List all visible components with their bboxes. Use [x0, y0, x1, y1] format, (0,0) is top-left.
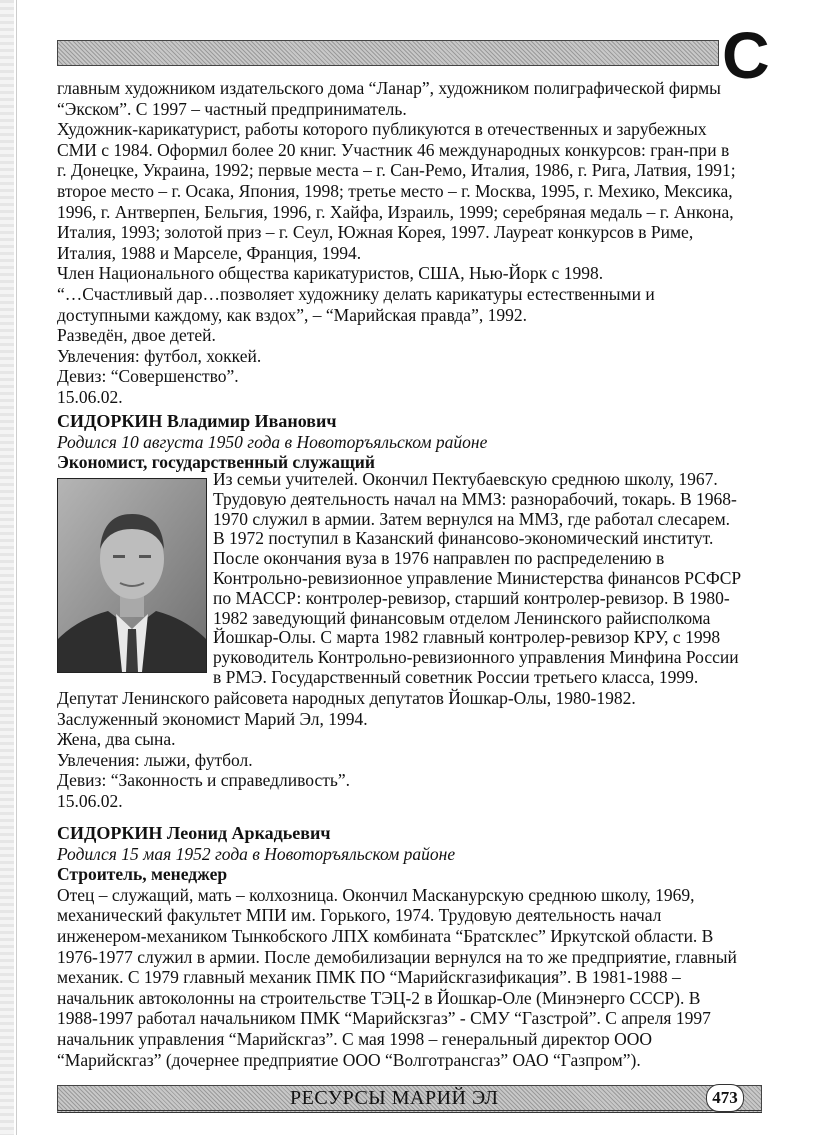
text-line: 1970 служил в армии. Затем вернулся на ММЗ, где работал слесарем.: [213, 508, 731, 529]
text-line: 1996, г. Антверпен, Бельгия, 1996, г. Хайфа, Израиль, 1999; серебряная медаль – г. Анкона,: [57, 201, 734, 222]
text-line: После окончания вуза в 1976 направлен по распределению в: [213, 548, 665, 569]
page-number: 473: [706, 1084, 744, 1112]
portrait-photo: [57, 478, 207, 673]
text-line: инженером-механиком Тынкобского ЛПХ комбината “Братсклес” Иркутской области. В: [57, 925, 714, 946]
person-name: СИДОРКИН Владимир Иванович: [57, 411, 337, 431]
text-line: начальник автоколонны на строительстве ТЭЦ-2 в Йошкар-Оле (Минэнерго СССР). В: [57, 987, 701, 1008]
text-line: доступными каждому, как вздох”, – “Марийская правда”, 1992.: [57, 304, 527, 325]
text-line: Увлечения: лыжи, футбол.: [57, 749, 253, 770]
text-line: Девиз: “Совершенство”.: [57, 366, 239, 387]
text-line: механический факультет МПИ им. Горького, 1974. Трудовую деятельность начал: [57, 905, 662, 926]
profession: Строитель, менеджер: [57, 864, 228, 885]
text-line: Йошкар-Олы. С марта 1982 главный контролер-ревизор КРУ, с 1998: [213, 627, 721, 648]
text-line: Из семьи учителей. Окончил Пектубаевскую среднюю школу, 1967.: [213, 469, 718, 489]
text-line: Увлечения: футбол, хоккей.: [57, 345, 262, 366]
text-line: механик. С 1979 главный механик ПМК ПО “Марийскгазификация”. В 1981-1988 –: [57, 967, 681, 988]
text-line: 1988-1997 работал начальником ПМК “Марийскзгаз” - СМУ “Газстрой”. С апреля 1997: [57, 1008, 711, 1029]
entry-vladimir-side-text: [213, 470, 741, 688]
text-line: 1976-1977 служил в армии. После демобилизации вернулся на то же предприятие, главный: [57, 946, 737, 967]
text-line: главным художником издательского дома “Ланар”, художником полиграфической фирмы: [57, 78, 721, 98]
text-line: руководитель Контрольно-ревизионного управления Минфина России: [213, 647, 739, 668]
scan-edge: [0, 0, 14, 1135]
entry-vladimir-text: [57, 688, 636, 812]
text-line: второе место – г. Осака, Япония, 1998; третье место – г. Москва, 1995, г. Мехико, Мексика,: [57, 180, 733, 201]
birth-info: Родился 10 августа 1950 года в Новоторъяльском районе: [57, 431, 488, 452]
entry-leonid: [57, 823, 737, 1070]
text-line: Отец – служащий, мать – колхозница. Окончил Масканурскую среднюю школу, 1969,: [57, 884, 695, 905]
text-line: г. Донецке, Украина, 1992; первые места – г. Сан-Ремо, Италия, 1986, г. Рига, Латвия, 1991;: [57, 160, 736, 181]
section-letter: С: [722, 18, 770, 92]
text-line: В 1972 поступил в Казанский финансово-экономический институт.: [213, 528, 714, 549]
text-line: “Экском”. С 1997 – частный предприниматель.: [57, 98, 407, 119]
text-line: 15.06.02.: [57, 790, 123, 811]
text-line: Италия, 1993; золотой приз – г. Сеул, Южная Корея, 1997. Лауреат конкурсов в Риме,: [57, 222, 694, 243]
text-line: Жена, два сына.: [57, 729, 176, 750]
text-line: Член Национального общества карикатуристов, США, Нью-Йорк с 1998.: [57, 263, 604, 284]
text-line: по МАССР: контролер-ревизор, старший контролер-ревизор. В 1980-: [213, 587, 730, 608]
birth-info: Родился 15 мая 1952 года в Новоторъяльском районе: [57, 843, 456, 864]
text-line: 15.06.02.: [57, 386, 123, 407]
text-line: в РМЭ. Государственный советник России третьего класса, 1999.: [213, 666, 699, 687]
text-line: Заслуженный экономист Марий Эл, 1994.: [57, 708, 368, 729]
text-line: Контрольно-ревизионное управление Министерства финансов РСФСР: [213, 567, 742, 588]
text-line: Депутат Ленинского райсовета народных депутатов Йошкар-Олы, 1980-1982.: [57, 688, 636, 708]
person-name: СИДОРКИН Леонид Аркадьевич: [57, 823, 331, 843]
text-line: Разведён, двое детей.: [57, 325, 216, 346]
profession: Экономист, государственный служащий: [57, 452, 375, 473]
text-line: Художник-карикатурист, работы которого публикуются в отечественных и зарубежных: [57, 119, 707, 140]
text-line: “…Счастливый дар…позволяет художнику делать карикатуры естественными и: [57, 283, 655, 304]
text-line: Девиз: “Законность и справедливость”.: [57, 770, 351, 791]
header-bar: [57, 40, 719, 66]
text-line: 1982 заведующий финансовым отделом Ленинского райисполкома: [213, 607, 711, 628]
footer-title: РЕСУРСЫ МАРИЙ ЭЛ: [290, 1087, 499, 1109]
text-line: начальник управления “Марийскгаз”. С мая 1998 – генеральный директор ООО: [57, 1028, 653, 1049]
text-line: “Марийскгаз” (дочернее предприятие ООО “Волготрансгаз” ОАО “Газпром”).: [57, 1049, 641, 1070]
text-line: Трудовую деятельность начал на ММЗ: разнорабочий, токарь. В 1968-: [213, 488, 737, 509]
entry-vladimir-header: [57, 411, 487, 473]
entry-previous-text: [57, 78, 736, 408]
text-line: СМИ с 1984. Оформил более 20 книг. Участник 46 международных конкурсов: гран-при в: [57, 139, 730, 160]
text-line: Италия, 1988 и Марселе, Франция, 1994.: [57, 242, 362, 263]
